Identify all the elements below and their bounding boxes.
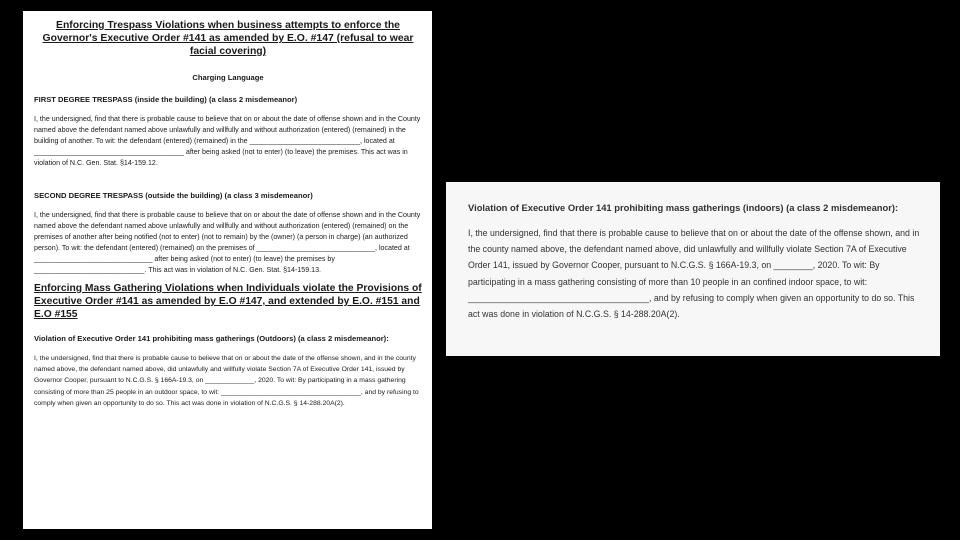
- right-document-page: [446, 182, 940, 356]
- first-degree-text: I, the undersigned, find that there is probable cause to believe that on or about the date of offense shown and in the County named above the defendant named above unlawfully and willfully and without authorization (entered) (remained) in the building of another. To wit: the defendant (entered) (remained) in the ____________________________, located at ______________________________________ after being asked (not to enter) (to leave) the premises. This act was in violation of N.C. Gen. Stat. §14-159.12.: [34, 115, 421, 167]
- trespass-title: Enforcing Trespass Violations when business attempts to enforce the Governor's Executive Order #141 as amended by E.O. #147 (refusal to wear facial covering): [42, 20, 414, 57]
- left-document-page: [23, 11, 432, 529]
- charging-language-heading: Charging Language: [192, 73, 264, 82]
- indoors-text: I, the undersigned, find that there is probable cause to believe that on or about the date of the offense shown, and in the county named above, the defendant named above, did unlawfully and willfully violate Section 7A of Executive Order 141, issued by Governor Cooper, pursuant to N.C.G.S. § 166A-19.3, on ________, 2020. To wit: By participating in a mass gathering consisting of more than 10 people in an confined indoor space, to wit: _____________________________________, and by refusing to comply when given an opportunity to do so. This act was done in violation of N.C.G.S. § 14-288.20A(2).: [468, 228, 920, 320]
- second-degree-text: I, the undersigned, find that there is probable cause to believe that on or about the date of offense shown and in the County named above the defendant named above unlawfully and willfully and without authorization (entered) (remained) on the premises of another after being notified (not to enter) (not to remain) by the (owner) (a person in charge) (an authorized person). To wit: the defendant (entered) (remained) on the premises of ______________________________, located at ______________________________ after being asked (not to enter) (to leave) the premises by ____________________________. This act was in violation of N.C. Gen. Stat. §14-159.13.: [34, 211, 421, 274]
- mass-gathering-section-title: Enforcing Mass Gathering Violations when Individuals violate the Provisions of Executive Order #141 as amended by E.O #147, and extended by E.O. #151 and E.O #155: [34, 283, 422, 320]
- indoors-heading: Violation of Executive Order 141 prohibiting mass gatherings (indoors) (a class 2 misdemeanor):: [468, 202, 899, 213]
- outdoors-text: I, the undersigned, find that there is probable cause to believe that on or about the date of the offense shown, and in the county named above, the defendant named above, did unlawfully and willfully violate Section 7A of Executive Order 141, issued by Governor Cooper, pursuant to N.C.G.S. § 166A-19.3, on _____________, 2020. To wit: By participating in a mass gathering consisting of more than 25 people in an outdoor space, to wit: _____________________________________, and by refusing to comply when given an opportunity to do so. This act was done in violation of N.C.G.S. § 14-288.20A(2).: [34, 355, 419, 407]
- second-degree-heading: SECOND DEGREE TRESPASS (outside the building) (a class 3 misdemeanor): [34, 191, 313, 200]
- outdoors-heading: Violation of Executive Order 141 prohibiting mass gatherings (Outdoors) (a class 2 misdemeanor):: [34, 334, 389, 343]
- first-degree-heading: FIRST DEGREE TRESPASS (inside the building) (a class 2 misdemeanor): [34, 95, 298, 104]
